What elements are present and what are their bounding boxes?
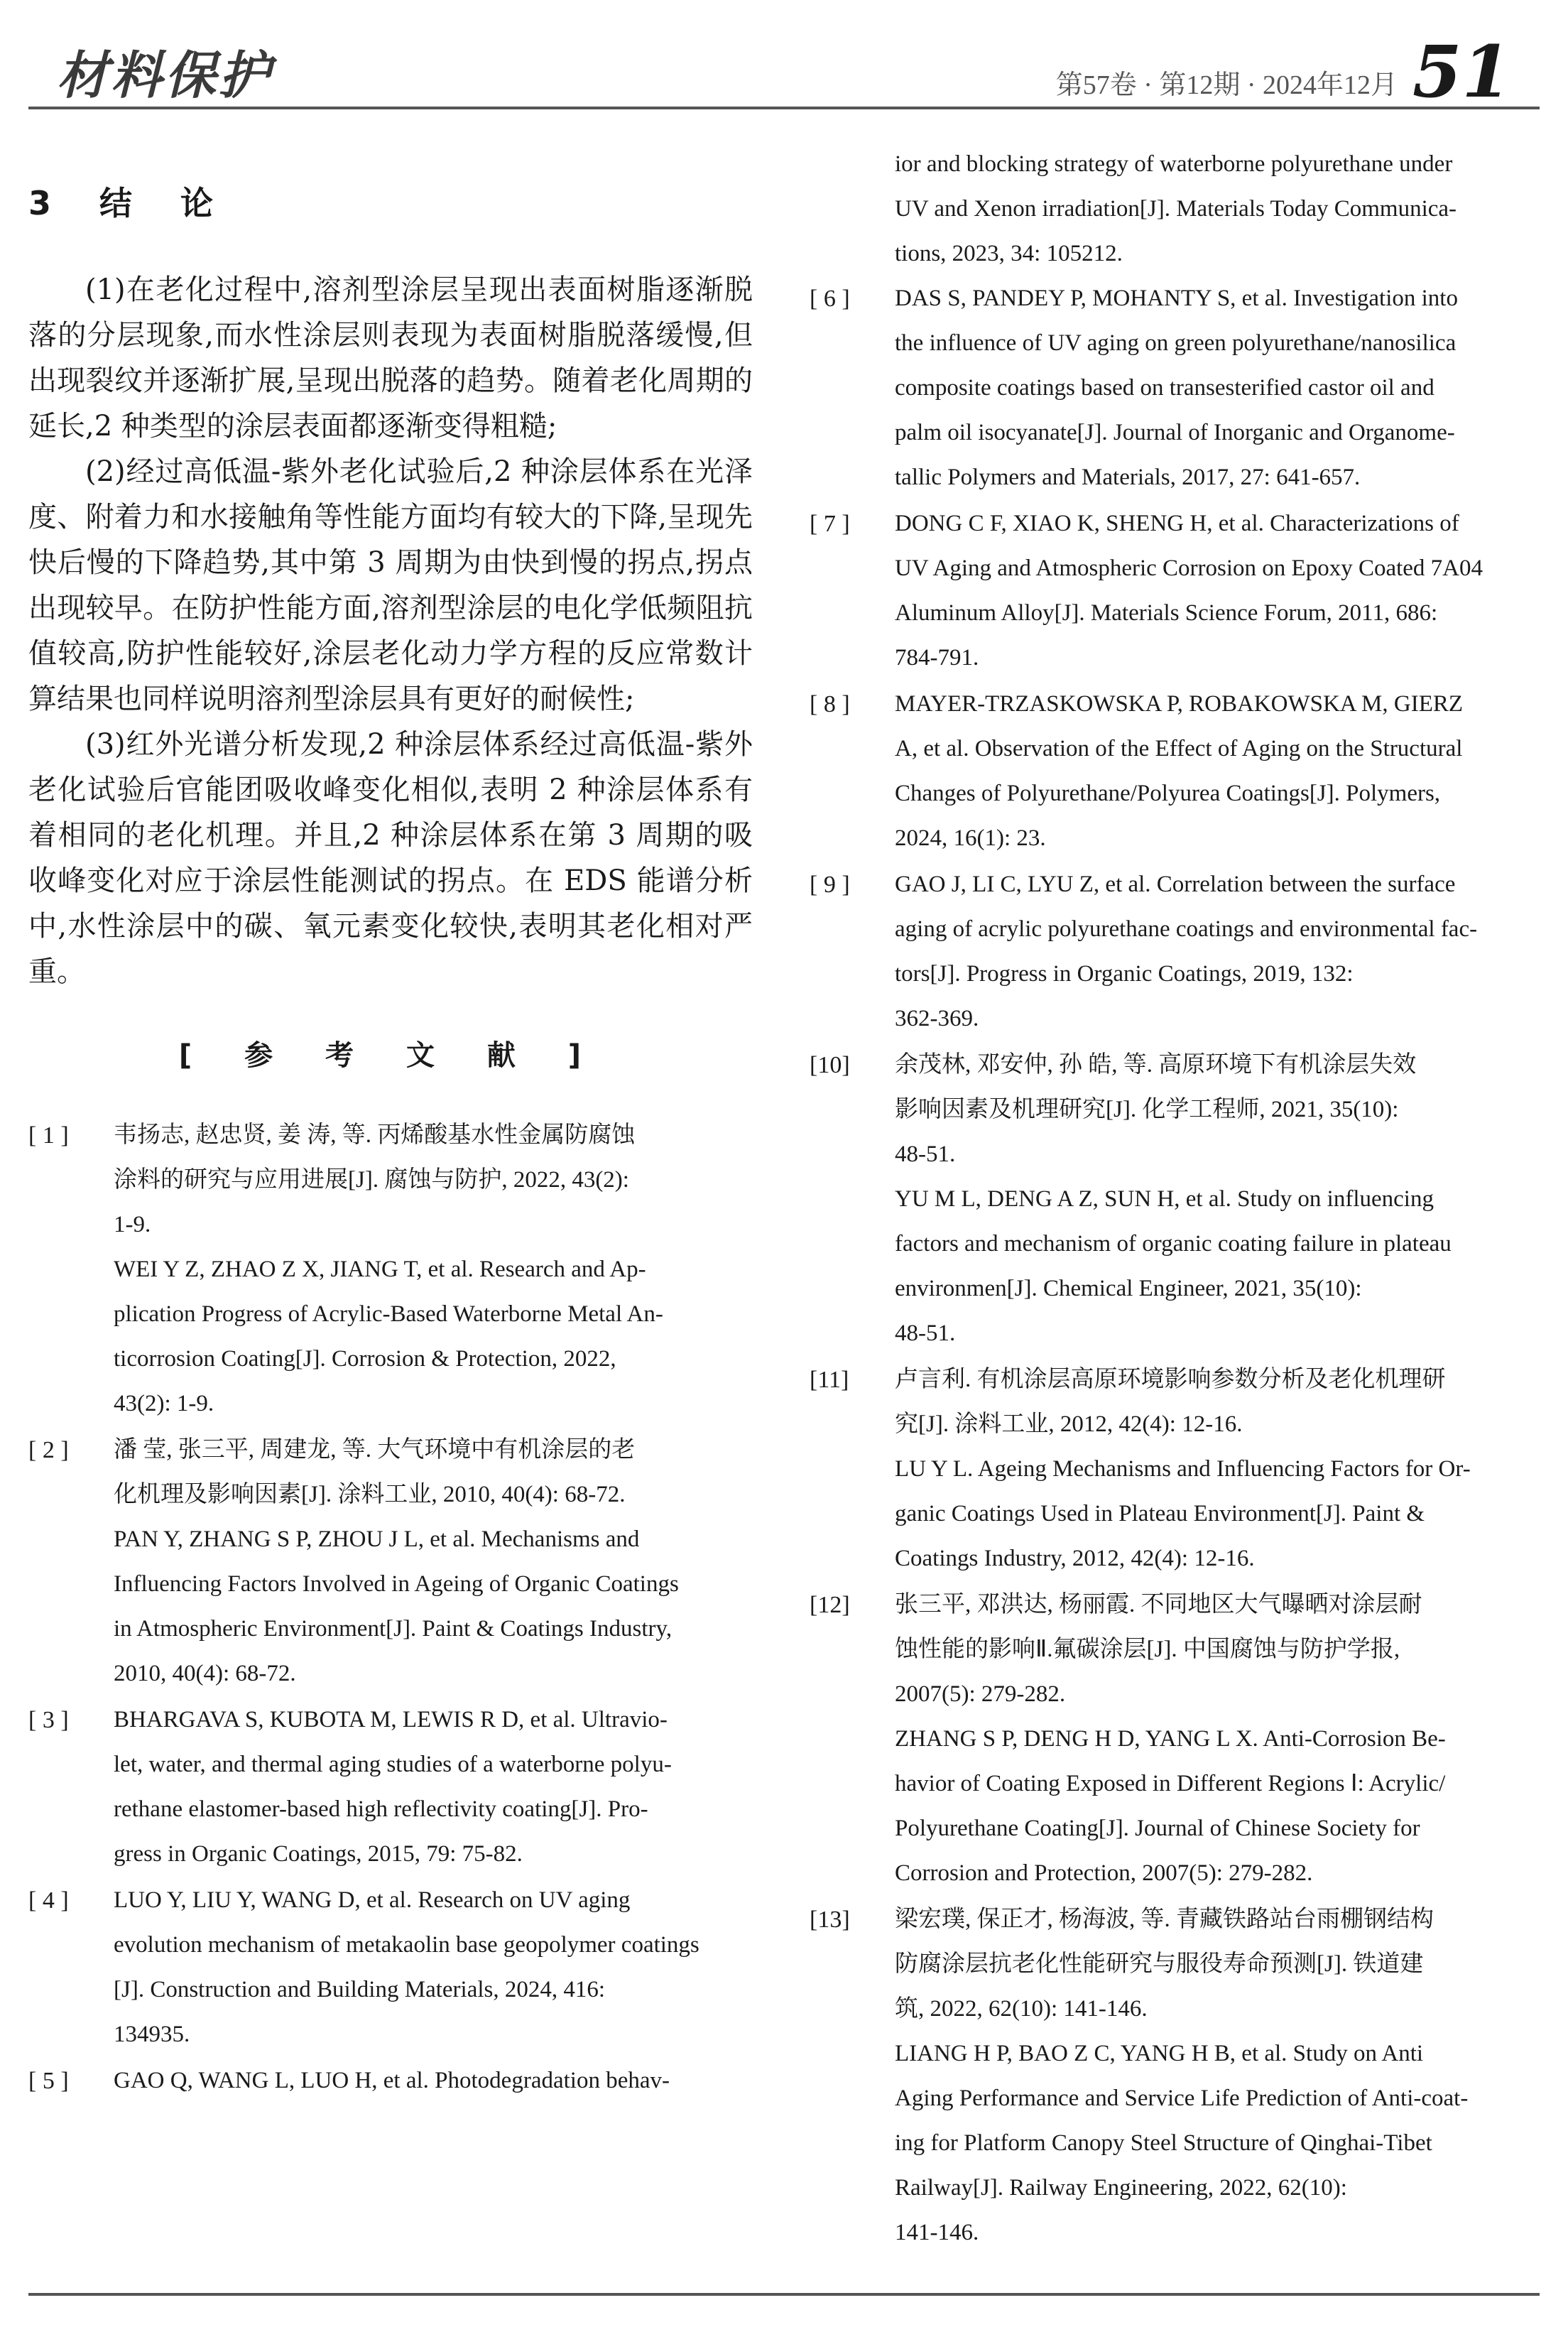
reference-item	[28, 1698, 753, 1877]
reference-line: LIANG H P, BAO Z C, YANG H B, et al. Study on Anti	[895, 2041, 1424, 2066]
reference-line: BHARGAVA S, KUBOTA M, LEWIS R D, et al. Ultravio-	[114, 1707, 668, 1732]
reference-line: LUO Y, LIU Y, WANG D, et al. Research on UV aging	[114, 1887, 631, 1913]
reference-number: [ 7 ]	[810, 511, 850, 537]
reference-line: let, water, and thermal aging studies of a waterborne polyu-	[114, 1752, 672, 1777]
reference-line: 究[J]. 涂料工业, 2012, 42(4): 12-16.	[895, 1411, 1243, 1437]
reference-line: DONG C F, XIAO K, SHENG H, et al. Characterizations of	[895, 511, 1459, 536]
reference-item	[28, 1113, 753, 1426]
right-column	[810, 142, 1534, 2257]
reference-line: 韦扬志, 赵忠贤, 姜 涛, 等. 丙烯酸基水性金属防腐蚀	[114, 1122, 636, 1148]
reference-item	[810, 1357, 1534, 1581]
conclusion-paragraph: (2)经过高低温-紫外老化试验后,2 种涂层体系在光泽度、附着力和水接触角等性能方面均有较大的下降,呈现先快后慢的下降趋势,其中第 3 周期为由快到慢的拐点,拐点出现较早。在防护性能方面,溶剂型涂层的电化学低频阻抗值较高,防护性能较好,涂层老化动力学方程的反应常数计算结果也同样说明溶剂型涂层具有更好的耐候性;	[28, 455, 753, 715]
reference-line: MAYER-TRZASKOWSKA P, ROBAKOWSKA M, GIERZ	[895, 691, 1464, 717]
reference-line: 2007(5): 279-282.	[895, 1681, 1066, 1707]
reference-line: WEI Y Z, ZHAO Z X, JIANG T, et al. Research and Ap-	[114, 1257, 646, 1282]
reference-number: [ 9 ]	[810, 872, 850, 898]
reference-line: aging of acrylic polyurethane coatings and environmental fac-	[895, 916, 1478, 942]
reference-line: in Atmospheric Environment[J]. Paint & Coatings Industry,	[114, 1616, 673, 1642]
reference-line: Changes of Polyurethane/Polyurea Coatings[J]. Polymers,	[895, 781, 1441, 806]
reference-number: [ 1 ]	[28, 1122, 69, 1149]
reference-line: ZHANG S P, DENG H D, YANG L X. Anti-Corrosion Be-	[895, 1726, 1446, 1752]
reference-item	[810, 501, 1534, 680]
reference-number: [ 3 ]	[28, 1707, 69, 1733]
reference-line: rethane elastomer-based high reflectivity coating[J]. Pro-	[114, 1796, 648, 1822]
reference-line: 2010, 40(4): 68-72.	[114, 1661, 296, 1686]
reference-line: 141-146.	[895, 2220, 979, 2245]
reference-line: 卢言利. 有机涂层高原环境影响参数分析及老化机理研	[895, 1367, 1446, 1392]
reference-line: havior of Coating Exposed in Different Regions Ⅰ: Acrylic/	[895, 1771, 1446, 1796]
reference-line: tors[J]. Progress in Organic Coatings, 2019, 132:	[895, 961, 1354, 987]
reference-line: [J]. Construction and Building Materials, 2024, 416:	[114, 1977, 606, 2002]
reference-item	[28, 1878, 753, 2057]
section-title: 3 结 论	[28, 184, 232, 222]
reference-line: 影响因素及机理研究[J]. 化学工程师, 2021, 35(10):	[895, 1097, 1399, 1122]
reference-number: [ 4 ]	[28, 1887, 69, 1914]
reference-line: evolution mechanism of metakaolin base geopolymer coatings	[114, 1932, 699, 1958]
reference-line: DAS S, PANDEY P, MOHANTY S, et al. Investigation into	[895, 286, 1458, 311]
reference-line: palm oil isocyanate[J]. Journal of Inorganic and Organome-	[895, 420, 1455, 445]
reference-line: 潘 莹, 张三平, 周建龙, 等. 大气环境中有机涂层的老	[114, 1437, 636, 1463]
reference-line: 362-369.	[895, 1006, 979, 1031]
reference-number: [ 8 ]	[810, 691, 850, 717]
reference-item	[810, 1043, 1534, 1356]
reference-number: [13]	[810, 1907, 850, 1933]
reference-line: 48-51.	[895, 1141, 956, 1167]
issue-info: 第57卷 · 第12期 · 2024年12月	[1055, 70, 1398, 100]
footer-rule	[28, 2293, 1540, 2296]
page-header	[28, 28, 1540, 114]
reference-number: [ 5 ]	[28, 2068, 69, 2094]
reference-line: 梁宏璞, 保正才, 杨海波, 等. 青藏铁路站台雨棚钢结构	[895, 1907, 1434, 1932]
reference-line: UV Aging and Atmospheric Corrosion on Epoxy Coated 7A04	[895, 555, 1483, 581]
reference-line: 蚀性能的影响Ⅱ.氟碳涂层[J]. 中国腐蚀与防护学报,	[895, 1637, 1400, 1662]
reference-line: tions, 2023, 34: 105212.	[895, 241, 1123, 266]
conclusion-paragraph: (3)红外光谱分析发现,2 种涂层体系经过高低温-紫外老化试验后官能团吸收峰变化相似,表明 2 种涂层体系有着相同的老化机理。并且,2 种涂层体系在第 3 周期的吸收峰变化对应于涂层性能测试的拐点。在 EDS 能谱分析中,水性涂层中的碳、氧元素变化较快,表明其老化相对严重。	[28, 728, 753, 988]
reference-item	[810, 1897, 1534, 2255]
reference-line: ior and blocking strategy of waterborne polyurethane under	[895, 151, 1453, 177]
reference-line: Railway[J]. Railway Engineering, 2022, 62(10):	[895, 2175, 1347, 2201]
conclusion-paragraph: (1)在老化过程中,溶剂型涂层呈现出表面树脂逐渐脱落的分层现象,而水性涂层则表现为表面树脂脱落缓慢,但出现裂纹并逐渐扩展,呈现出脱落的趋势。随着老化周期的延长,2 种类型的涂层表面都逐渐变得粗糙;	[28, 273, 753, 443]
reference-number: [11]	[810, 1367, 849, 1393]
reference-number: [10]	[810, 1052, 850, 1078]
reference-item	[28, 1428, 753, 1696]
reference-line: PAN Y, ZHANG S P, ZHOU J L, et al. Mechanisms and	[114, 1526, 640, 1552]
reference-line: GAO Q, WANG L, LUO H, et al. Photodegradation behav-	[114, 2068, 670, 2093]
reference-line: 784-791.	[895, 645, 979, 671]
reference-line: 余茂林, 邓安仲, 孙 皓, 等. 高原环境下有机涂层失效	[895, 1052, 1417, 1078]
reference-line: ganic Coatings Used in Plateau Environment[J]. Paint &	[895, 1501, 1425, 1526]
reference-line: LU Y L. Ageing Mechanisms and Influencing Factors for Or-	[895, 1456, 1471, 1482]
reference-line: Corrosion and Protection, 2007(5): 279-282.	[895, 1860, 1313, 1886]
reference-line: 2024, 16(1): 23.	[895, 825, 1046, 851]
reference-line: Influencing Factors Involved in Ageing of Organic Coatings	[114, 1571, 679, 1597]
reference-line: gress in Organic Coatings, 2015, 79: 75-82.	[114, 1841, 523, 1867]
reference-line: 涂料的研究与应用进展[J]. 腐蚀与防护, 2022, 43(2):	[114, 1167, 629, 1193]
reference-line: Aluminum Alloy[J]. Materials Science Forum, 2011, 686:	[895, 600, 1438, 626]
reference-line: 43(2): 1-9.	[114, 1391, 214, 1416]
reference-item	[810, 1583, 1534, 1896]
reference-line: A, et al. Observation of the Effect of Aging on the Structural	[895, 736, 1463, 761]
reference-line: Polyurethane Coating[J]. Journal of Chinese Society for	[895, 1816, 1420, 1841]
page-number: 51	[1412, 30, 1511, 114]
reference-line: 化机理及影响因素[J]. 涂料工业, 2010, 40(4): 68-72.	[114, 1482, 626, 1507]
reference-line: 筑, 2022, 62(10): 141-146.	[895, 1996, 1148, 2022]
reference-line: ing for Platform Canopy Steel Structure of Qinghai-Tibet	[895, 2130, 1432, 2156]
reference-line: 1-9.	[114, 1212, 151, 1237]
reference-item	[810, 682, 1534, 861]
reference-line: environmen[J]. Chemical Engineer, 2021, 35(10):	[895, 1276, 1362, 1301]
reference-line: the influence of UV aging on green polyurethane/nanosilica	[895, 330, 1457, 356]
reference-item	[810, 276, 1534, 500]
reference-line: 防腐涂层抗老化性能研究与服役寿命预测[J]. 铁道建	[895, 1951, 1424, 1977]
references-title: [ 参 考 文 献 ]	[178, 1039, 603, 1072]
reference-number: [12]	[810, 1592, 850, 1618]
reference-line: tallic Polymers and Materials, 2017, 27: 641-657.	[895, 465, 1361, 490]
reference-number: [ 2 ]	[28, 1437, 69, 1463]
reference-line: composite coatings based on transesterified castor oil and	[895, 375, 1434, 401]
reference-line: ticorrosion Coating[J]. Corrosion & Protection, 2022,	[114, 1346, 616, 1372]
reference-line: 48-51.	[895, 1320, 956, 1346]
reference-line: plication Progress of Acrylic-Based Waterborne Metal An-	[114, 1301, 663, 1327]
left-column	[28, 142, 753, 2105]
reference-continuation	[810, 142, 1534, 276]
reference-line: GAO J, LI C, LYU Z, et al. Correlation between the surface	[895, 872, 1456, 897]
reference-item	[810, 862, 1534, 1041]
reference-item	[28, 2059, 753, 2103]
reference-line: UV and Xenon irradiation[J]. Materials Today Communica-	[895, 196, 1457, 222]
reference-number: [ 6 ]	[810, 286, 850, 312]
references-list-right	[810, 276, 1534, 2255]
reference-line: factors and mechanism of organic coating failure in plateau	[895, 1231, 1452, 1257]
reference-line: 张三平, 邓洪达, 杨丽霞. 不同地区大气曝晒对涂层耐	[895, 1592, 1422, 1617]
journal-logo: 材料保护	[57, 45, 273, 105]
reference-line: YU M L, DENG A Z, SUN H, et al. Study on influencing	[895, 1186, 1434, 1212]
references-list-left	[28, 1113, 753, 2103]
reference-line: Aging Performance and Service Life Prediction of Anti-coat-	[895, 2086, 1469, 2111]
reference-line: Coatings Industry, 2012, 42(4): 12-16.	[895, 1546, 1255, 1571]
reference-line: 134935.	[114, 2022, 190, 2047]
